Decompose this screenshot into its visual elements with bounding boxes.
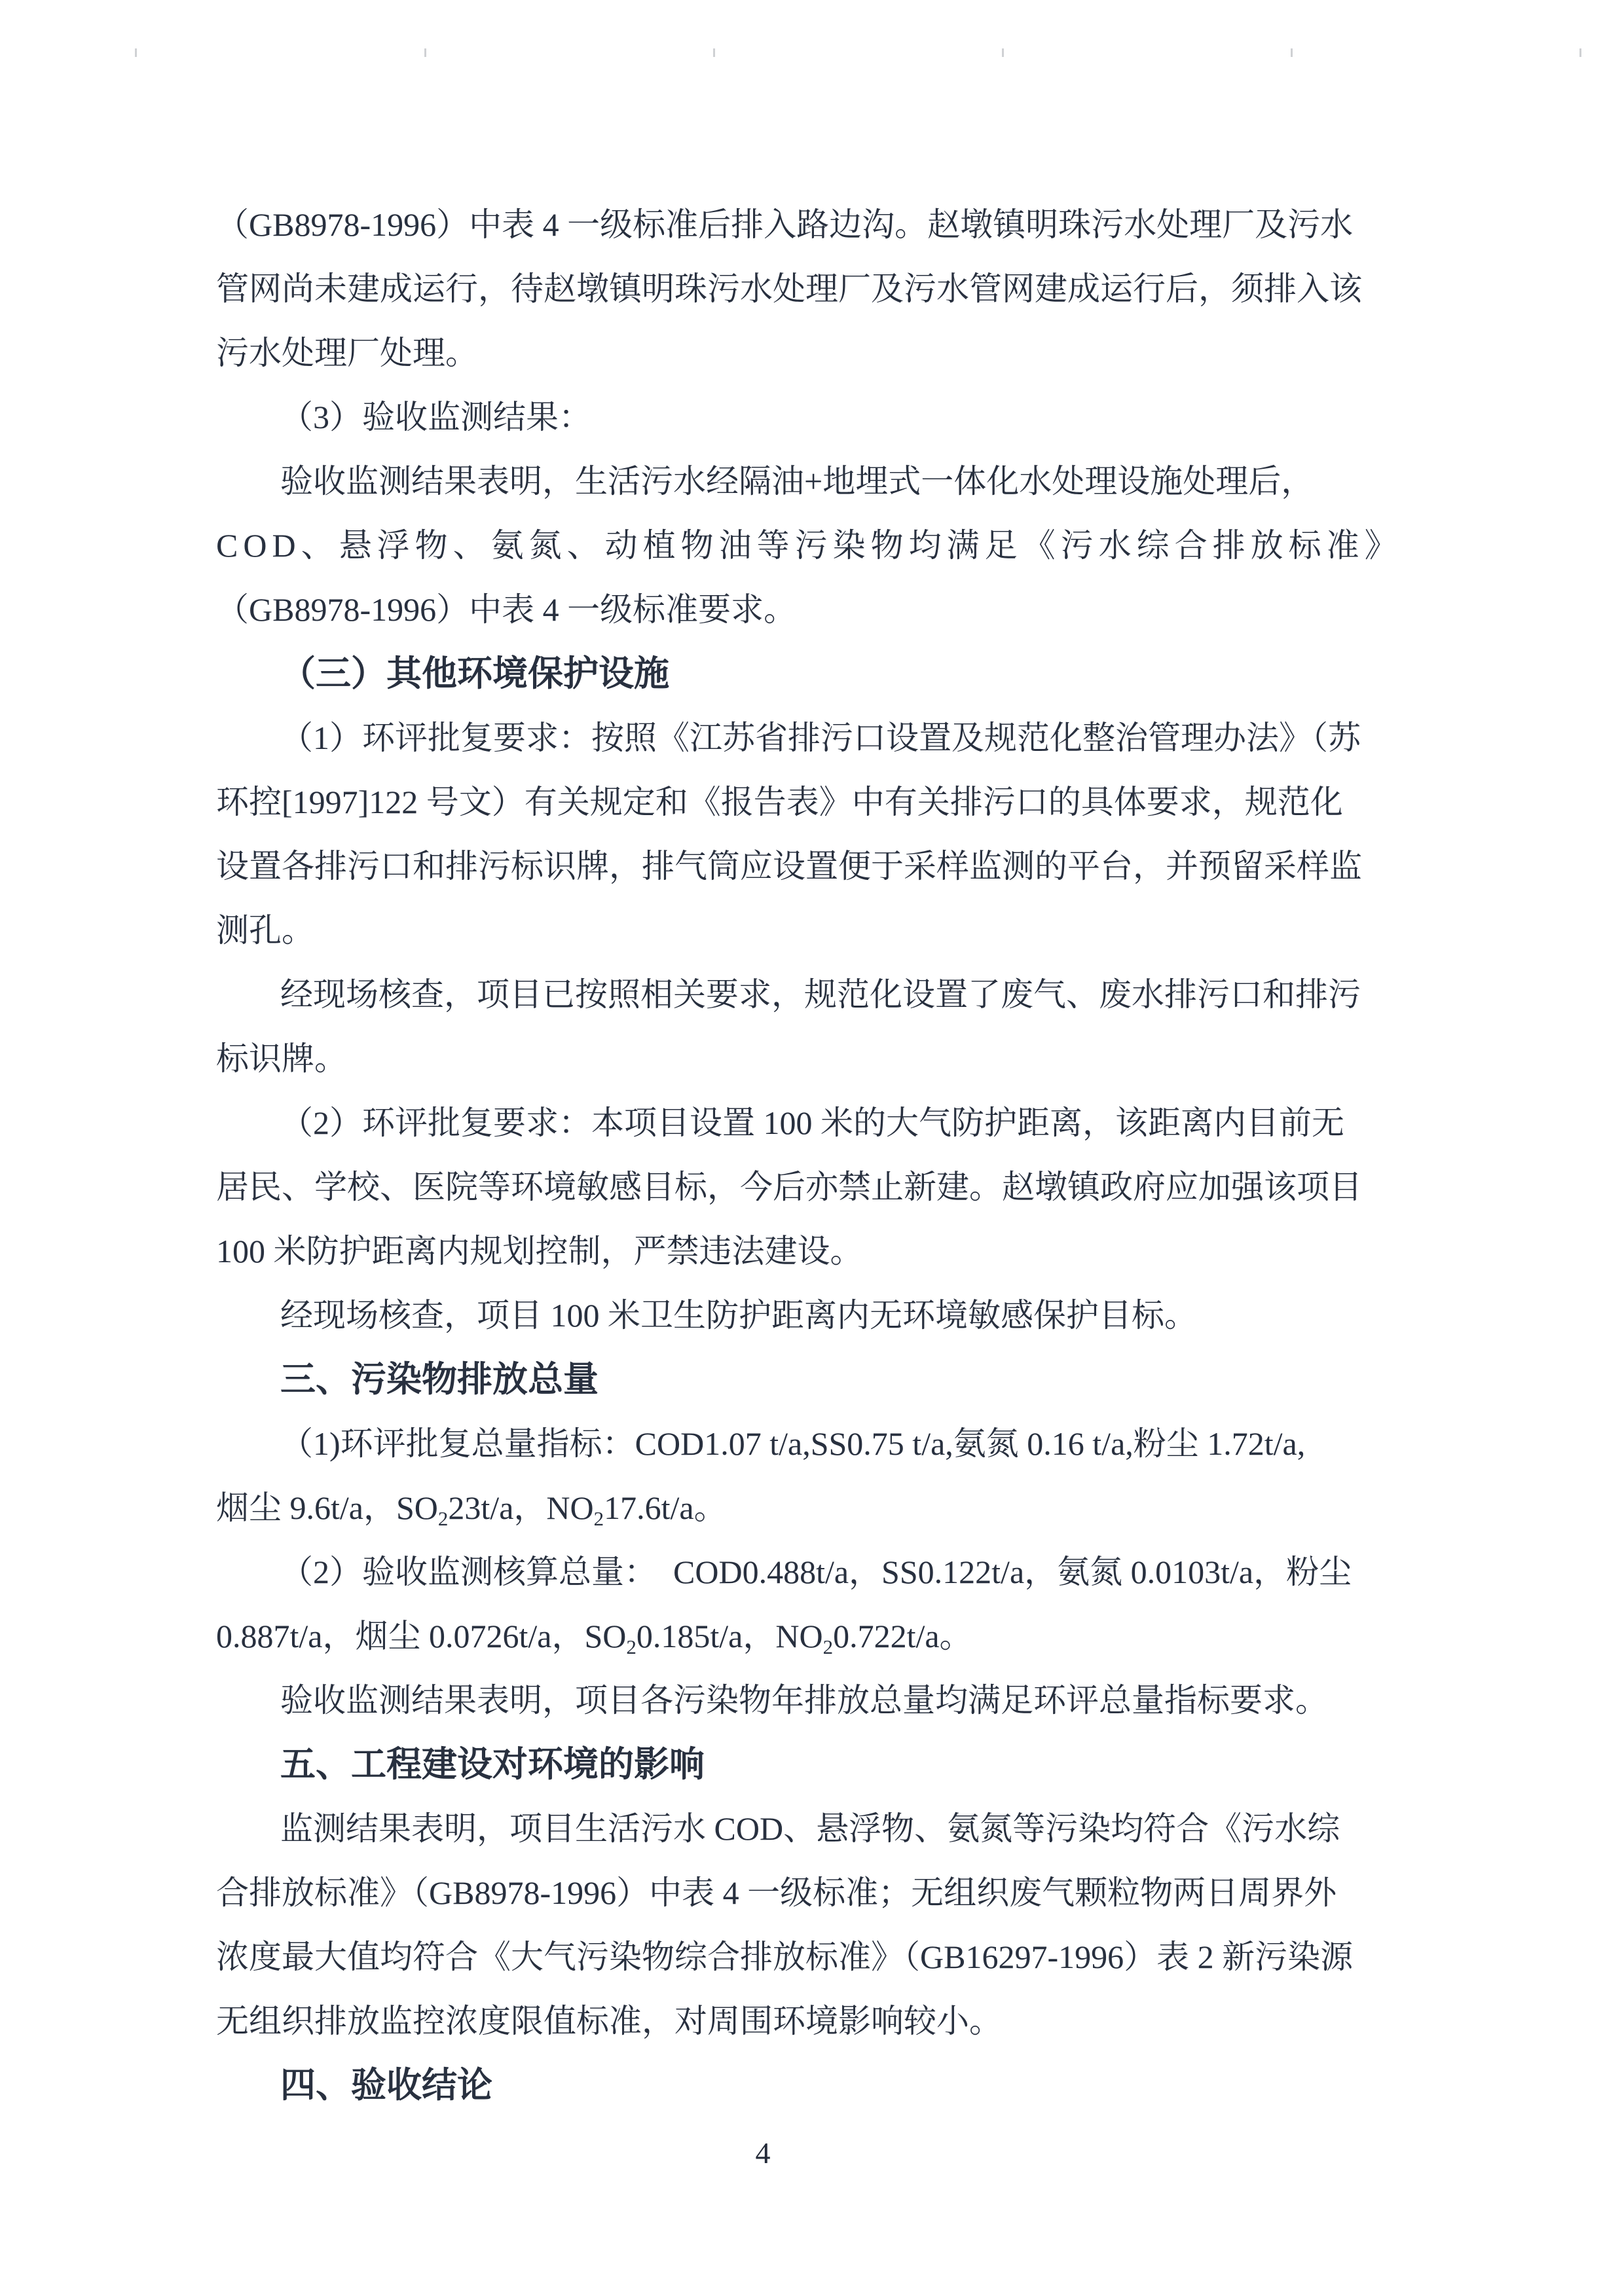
text-line-1: （GB8978-1996）中表 4 一级标准后排入路边沟。赵墩镇明珠污水处理厂及污水 (216, 206, 1354, 243)
text-line-27: 合排放标准》（GB8978-1996）中表 4 一级标准；无组织废气颗粒物两日周界外 (216, 1874, 1337, 1911)
fold-mark (713, 48, 715, 57)
fold-mark (1579, 48, 1581, 57)
fold-mark (1002, 48, 1004, 57)
text-line-30: 四、验收结论 (280, 2066, 492, 2105)
text-line-4: （3）验收监测结果： (280, 399, 591, 435)
fold-mark (424, 48, 426, 57)
text-line-2: 管网尚未建成运行，待赵墩镇明珠污水处理厂及污水管网建成运行后，须排入该 (216, 270, 1362, 307)
text-line-5: 验收监测结果表明，生活污水经隔油+地埋式一体化水处理设施处理后， (280, 463, 1314, 500)
fold-mark (1291, 48, 1293, 57)
text-line-13: 经现场核查，项目已按照相关要求，规范化设置了废气、废水排污口和排污 (280, 976, 1361, 1013)
text-line-14: 标识牌。 (216, 1040, 347, 1077)
subscript: 2 (822, 1635, 834, 1658)
subscript: 2 (593, 1507, 604, 1530)
text-line-15: （2）环评批复要求：本项目设置 100 米的大气防护距离，该距离内目前无 (280, 1104, 1344, 1141)
text-line-17: 100 米防护距离内规划控制，严禁违法建设。 (216, 1233, 863, 1269)
text-line-18: 经现场核查，项目 100 米卫生防护距离内无环境敏感保护目标。 (280, 1297, 1197, 1334)
text-line-7: （GB8978-1996）中表 4 一级标准要求。 (216, 591, 797, 628)
text-line-23: 0.887t/a，烟尘 0.0726t/a，$SO_20.185t/a$，$NO_20.722t/a$。 (216, 1618, 972, 1658)
document-body (216, 192, 1403, 2117)
text-line-25: 五、工程建设对环境的影响 (280, 1745, 705, 1784)
subscript: 2 (626, 1635, 637, 1658)
text-line-11: 设置各排污口和排污标识牌，排气筒应设置便于采样监测的平台，并预留采样监 (216, 848, 1362, 884)
text-line-6: COD、悬浮物、氨氮、动植物油等污染物均满足《污水综合排放标准》 (216, 527, 1403, 564)
text-line-26: 监测结果表明，项目生活污水 COD、悬浮物、氨氮等污染均符合《污水综 (280, 1810, 1340, 1847)
text-line-29: 无组织排放监控浓度限值标准，对周围环境影响较小。 (216, 2003, 1002, 2039)
text-line-24: 验收监测结果表明，项目各污染物年排放总量均满足环评总量指标要求。 (280, 1682, 1328, 1719)
text-line-28: 浓度最大值均符合《大气污染物综合排放标准》（GB16297-1996）表 2 新污染源 (216, 1939, 1354, 1975)
text-line-3: 污水处理厂处理。 (216, 335, 478, 371)
text-line-8: （三）其他环境保护设施 (280, 654, 669, 693)
page-number: 4 (755, 2136, 771, 2170)
text-line-21: 烟尘 9.6t/a，$SO_223t/a$，$NO_217.6t/a$。 (216, 1489, 727, 1530)
fold-mark (135, 48, 137, 57)
text-line-22: （2）验收监测核算总量： COD0.488t/a，SS0.122t/a，氨氮 0.0103t/a，粉尘 (280, 1554, 1352, 1590)
text-line-16: 居民、学校、医院等环境敏感目标，今后亦禁止新建。赵墩镇政府应加强该项目 (216, 1169, 1362, 1205)
text-line-10: 环控[1997]122 号文）有关规定和《报告表》中有关排污口的具体要求，规范化 (216, 784, 1343, 820)
subscript: 2 (437, 1507, 449, 1530)
text-line-9: （1）环评批复要求：按照《江苏省排污口设置及规范化整治管理办法》（苏 (280, 720, 1361, 756)
text-line-20: （1)环评批复总量指标：COD1.07 t/a,SS0.75 t/a,氨氮 0.16 t/a,粉尘 1.72t/a, (280, 1425, 1306, 1462)
text-line-12: 测孔。 (216, 912, 314, 949)
text-line-19: 三、污染物排放总量 (280, 1360, 599, 1399)
